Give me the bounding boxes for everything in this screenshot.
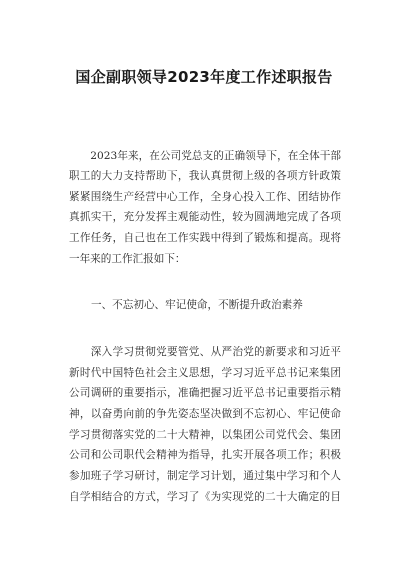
- paragraph-line: 真抓实干，充分发挥主观能动性，较为圆满地完成了各项: [69, 211, 341, 223]
- paragraph-line: 自学相结合的方式，学习了《为实现党的二十大确定的目: [69, 491, 341, 503]
- paragraph-line: 公司和公司职代会精神为指导，扎实开展各项工作；积极: [69, 449, 341, 461]
- paragraph-line: 学习贯彻落实党的二十大精神，以集团公司党代会、集团: [69, 429, 341, 441]
- section-heading: 一、不忘初心、牢记使命，不断提升政治素养: [91, 299, 303, 311]
- paragraph-line: 紧紧围绕生产经营中心工作，全身心投入工作、团结协作: [69, 191, 341, 203]
- paragraph-line: 公司调研的重要指示，准确把握习近平总书记重要指示精: [69, 387, 341, 399]
- paragraph-line: 深入学习贯彻党要管党、从严治党的新要求和习近平: [69, 346, 341, 358]
- paragraph-line: 神，以奋勇向前的争先姿态坚决做到不忘初心、牢记使命: [69, 408, 341, 420]
- document-title: 国企副职领导2023年度工作述职报告: [75, 68, 333, 86]
- paragraph-line: 工作任务，自己也在工作实践中得到了锻炼和提高。现将: [69, 232, 341, 244]
- paragraph-line: 2023年来，在公司党总支的正确领导下，在全体干部: [69, 150, 341, 162]
- paragraph-line: 参加班子学习研讨，制定学习计划，通过集中学习和个人: [69, 470, 341, 482]
- paragraph-line: 一年来的工作汇报如下：: [69, 253, 186, 265]
- paragraph-line: 新时代中国特色社会主义思想，学习习近平总书记来集团: [69, 367, 341, 379]
- paragraph-line: 职工的大力支持帮助下，我认真贯彻上级的各项方针政策: [69, 170, 341, 182]
